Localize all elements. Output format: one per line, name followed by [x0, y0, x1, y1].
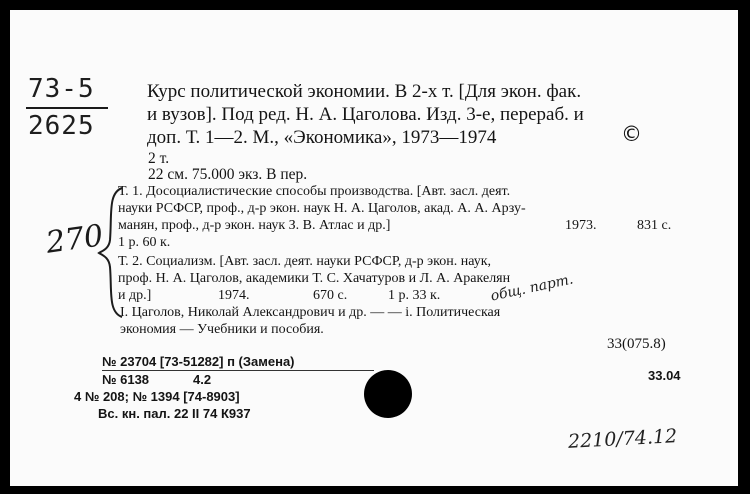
- vol1-year: 1973.: [565, 218, 597, 233]
- vol1-price: 1 р. 60 к.: [118, 235, 171, 250]
- order-line-1: № 23704 [73-51282] п (Замена): [102, 354, 295, 369]
- punch-hole: [364, 370, 412, 418]
- order-line-underline: [102, 370, 374, 371]
- order-line-4: Вс. кн. пал. 22 II 74 К937: [98, 406, 251, 421]
- call-number-top: 73-5: [28, 74, 95, 104]
- vol2-price: 1 р. 33 к.: [388, 288, 441, 303]
- subject-line-2: экономия — Учебники и пособия.: [120, 322, 324, 337]
- vol1-line-3: манян, проф., д-р экон. наук З. В. Атлас и др.]: [118, 218, 391, 233]
- vol2-line-1: Т. 2. Социализм. [Авт. засл. деят. науки РСФСР, д-р экон. наук,: [118, 254, 492, 269]
- order-line-2b: 4.2: [193, 372, 212, 387]
- vol2-line-3: и др.]: [118, 288, 152, 303]
- margin-note: 270: [43, 218, 106, 261]
- title-line-2: и вузов]. Под ред. Н. А. Цаголова. Изд. 3-е, перераб. и: [147, 104, 584, 125]
- class-code-1: 33(075.8): [607, 336, 666, 352]
- class-code-2: 33.04: [648, 368, 681, 383]
- copyright-icon: ©: [621, 122, 642, 146]
- vol1-pages: 831 с.: [637, 218, 672, 233]
- title-line-3: доп. Т. 1—2. М., «Экономика», 1973—1974: [147, 127, 497, 148]
- vol1-line-1: Т. 1. Досоциалистические способы производства. [Авт. засл. деят.: [118, 184, 511, 199]
- catalog-card: [10, 10, 738, 486]
- order-line-3: 4 № 208; № 1394 [74-8903]: [74, 389, 240, 404]
- volumes-count: 2 т.: [148, 150, 170, 167]
- order-line-2: № 6138: [102, 372, 150, 387]
- call-number-bottom: 2625: [28, 111, 95, 141]
- handwritten-addition: общ. парт.: [489, 271, 575, 305]
- call-number-divider: [26, 107, 108, 109]
- format-line: 22 см. 75.000 экз. В пер.: [148, 166, 308, 183]
- vol2-pages: 670 с.: [313, 288, 348, 303]
- vol2-year: 1974.: [218, 288, 250, 303]
- vol1-line-2: науки РСФСР, проф., д-р экон. наук Н. А. Цаголов, акад. А. А. Арзу-: [118, 201, 526, 216]
- bottom-handwritten-note: 2210/74.12: [567, 425, 678, 453]
- title-line-1: Курс политической экономии. В 2-х т. [Для экон. фак.: [147, 81, 582, 102]
- vol2-line-2: проф. Н. А. Цаголов, академики Т. С. Хачатуров и Л. А. Аракелян: [118, 271, 511, 286]
- subject-line-1: I. Цаголов, Николай Александрович и др. — — i. Политическая: [120, 305, 501, 320]
